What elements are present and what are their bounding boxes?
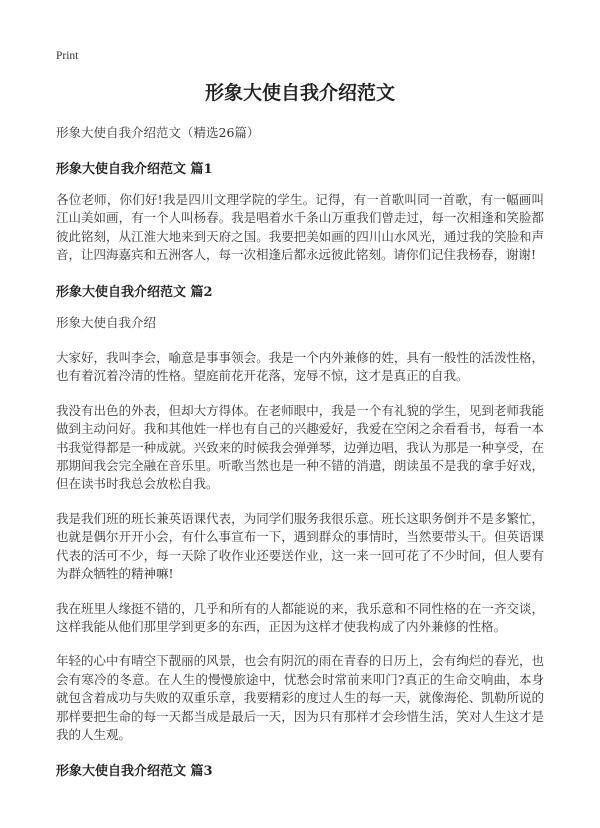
section-2-paragraph-4: 我在班里人缘挺不错的，几乎和所有的人都能说的来，我乐意和不同性格的在一齐交谈，这样我能从他们那里学到更多的东西，正因为这样才使我构成了内外兼修的性格。 <box>56 600 544 634</box>
print-link[interactable]: Print <box>56 50 79 62</box>
section-heading-1: 形象大使自我介绍范文 篇1 <box>56 162 213 177</box>
section-heading-3: 形象大使自我介绍范文 篇3 <box>56 764 213 780</box>
section-2-paragraph-5: 年轻的心中有晴空下靓丽的风景，也会有阴沉的雨在青春的日历上，会有绚烂的春光，也会有寒冷的冬意。在人生的慢慢旅途中，忧愁会时常前来叩门?真正的生命交响曲，本身就包含着成功与失败的双重乐章，我要精彩的度过人生的每一天，就像海伦、凯勒所说的那样要把生命的每一天都当成是最后一天，因为只有那样才会珍惜生活，笑对人生这才是我的人生观。 <box>56 653 544 742</box>
section-2-paragraph-2: 我没有出色的外表，但却大方得体。在老师眼中，我是一个有礼貌的学生，见到老师我能做到主动问好。我和其他姓一样也有自己的兴趣爱好，我爱在空闲之余看看书，每看一本书我觉得都是一种成就。兴致来的时候我会弹弹琴，边弹边唱，我认为那是一种享受，在那期间我会完全融在音乐里。听歌当然也是一种不错的消遣，朗读虽不是我的拿手好戏，但在读书时我总会放松自我。 <box>56 402 544 492</box>
section-1-paragraph-1: 各位老师，你们好!我是四川文理学院的学生。记得，有一首歌叫同一首歌，有一幅画叫江山美如画，有一个人叫杨春。我是唱着水千条山万重我们曾走过，每一次相逢和笑脸都彼此铭刻，从江淮大地来到天府之国。我要把美如画的四川山水风光，通过我的笑脸和声音，让四海嘉宾和五洲客人，每一次相逢后都永远彼此铭刻。请你们记住我杨春，谢谢! <box>56 192 544 263</box>
document-subtitle: 形象大使自我介绍范文（精选26篇） <box>56 125 260 140</box>
section-2-intro: 形象大使自我介绍 <box>56 314 157 330</box>
page-title: 形象大使自我介绍范文 <box>204 82 395 104</box>
section-2-paragraph-3: 我是我们班的班长兼英语课代表，为同学们服务我很乐意。班长这职务倒并不是多繁忙，也就是偶尔开开小会，有什么事宣布一下，遇到群众的事情时，当然要带头干。但英语课代表的活可不少，每一天除了收作业还要送作业，这一来一回可花了不少时间，但人要有为群众牺牲的精神嘛! <box>56 510 544 582</box>
section-2-paragraph-1: 大家好，我叫李会，喻意是事事领会。我是一个内外兼修的姓，具有一般性的活泼性格，也有着沉着冷清的性格。望庭前花开花落，宠辱不惊，这才是真正的自我。 <box>56 350 544 384</box>
section-heading-2: 形象大使自我介绍范文 篇2 <box>56 284 213 300</box>
